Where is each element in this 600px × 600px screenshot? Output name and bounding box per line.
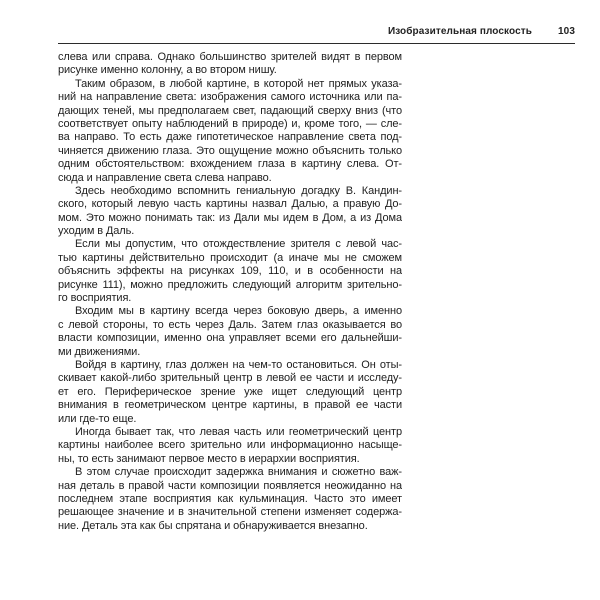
text-line: ны, то есть занимают первое место в иерархии восприятия. [58, 452, 360, 465]
text-line: ние. Деталь эта как бы спрятана и обнаруживается внезапно. [58, 519, 368, 532]
text-line: Если мы допустим, что отождествление зрителя с левой час- [75, 238, 402, 251]
body-text [58, 51, 402, 533]
text-line: В этом случае происходит задержка внимания и сюжетно важ- [75, 466, 402, 479]
text-line: ва направо. То есть даже гипотетическое направление света под- [58, 131, 402, 144]
text-line: ского, который левую часть картины назвал Далью, а правую До- [58, 198, 402, 211]
text-line: внимания в геометрическом центре картины, в правой ее части [58, 399, 402, 412]
text-line: Таким образом, в любой картине, в которой нет прямых указа- [75, 77, 402, 90]
text-line: слева или справа. Однако большинство зрителей видят в первом [58, 51, 402, 63]
text-line: ная деталь в правой части композиции появляется неожиданно на [58, 479, 402, 492]
header-rule [58, 43, 575, 44]
text-line: уходим в Даль. [58, 225, 135, 238]
text-line: Здесь необходимо вспомнить гениальную догадку В. Кандин- [75, 184, 402, 197]
text-line: Войдя в картину, глаз должен на чем-то остановиться. Он оты- [75, 358, 402, 371]
text-line: власти композиции, именно она управляет всеми его дальнейши- [58, 332, 402, 345]
text-line: с левой стороны, то есть через Даль. Затем глаз оказывается во [58, 318, 402, 331]
text-line: Входим мы в картину всегда через боковую дверь, а именно [75, 305, 402, 318]
page-header [58, 26, 575, 37]
text-line: скивает какой-либо зрительный центр в левой ее части и исследу- [58, 372, 402, 385]
text-line: ний на направление света: изображения самого источника или па- [58, 91, 402, 104]
text-line: объяснить эффекты на рисунках 109, 110, и в особенности на [58, 265, 402, 278]
text-line: или где-то еще. [58, 412, 137, 425]
text-line: рисунке 111), можно предложить следующий алгоритм зрительно- [58, 278, 402, 291]
text-line: Иногда бывает так, что левая часть или геометрический центр [75, 425, 402, 438]
text-line: чиняется движению глаза. Это ощущение можно объяснить только [58, 144, 402, 157]
running-title: Изобразительная плоскость [387, 26, 532, 37]
text-line: соответствует опыту наблюдений в природе) и, кроме того, — сле- [58, 117, 402, 130]
text-line: сюда и направление света слева направо. [58, 171, 272, 184]
text-line: ет его. Периферическое зрение уже ищет следующий центр [58, 385, 402, 398]
text-line: дающих теней, мы предполагаем свет, падающий сверху вниз (что [58, 104, 402, 117]
text-line: рисунке именно колонну, а во втором нишу. [58, 64, 277, 77]
text-line: картины наиболее всего зрительно или информационно насыще- [58, 439, 402, 452]
text-line: решающее значение и в значительной степени изменяет содержа- [58, 506, 402, 519]
text-line: тью картины действительно происходит (а иначе мы не сможем [58, 251, 402, 264]
page-number: 103 [558, 26, 575, 37]
text-line: мом. Это можно понимать так: из Дали мы идем в Дом, а из Дома [58, 211, 402, 224]
text-line: го восприятия. [58, 292, 132, 305]
text-line: последнем этапе восприятия как кульминация. Часто это имеет [58, 492, 402, 505]
text-line: ми движениями. [58, 345, 141, 358]
text-line: одним обстоятельством: вхождением глаза в картину слева. От- [58, 158, 402, 171]
